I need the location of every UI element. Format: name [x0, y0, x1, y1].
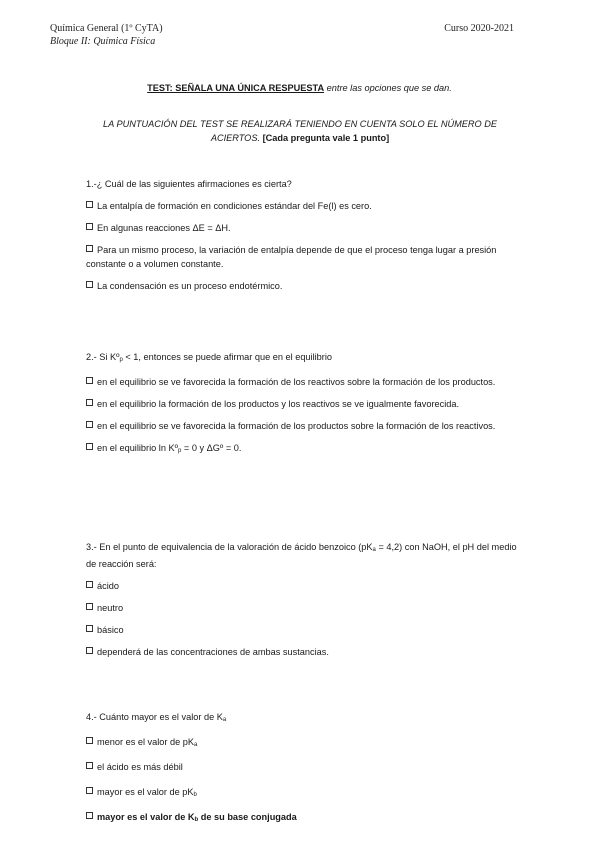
question-3-option-1[interactable]: [86, 579, 526, 593]
question-4-option-2[interactable]: [86, 760, 526, 777]
option-post: de su base conjugada: [198, 812, 297, 822]
checkbox-icon[interactable]: [86, 245, 93, 252]
question-3-text: [86, 540, 526, 571]
question-2-text: [86, 350, 526, 367]
checkbox-icon[interactable]: [86, 443, 93, 450]
question-3-option-2[interactable]: [86, 601, 526, 615]
checkbox-icon[interactable]: [86, 603, 93, 610]
option-label: dependerá de las concentraciones de ambas sustancias.: [97, 647, 329, 657]
checkbox-icon[interactable]: [86, 581, 93, 588]
question-2-option-4[interactable]: [86, 441, 526, 458]
question-2-text-post: < 1, entonces se puede afirmar que en el equilibrio: [122, 352, 332, 362]
question-3-option-3[interactable]: [86, 623, 526, 637]
academic-year: Curso 2020-2021: [444, 23, 514, 34]
course-name: Química General (1º CyTA): [50, 23, 163, 34]
checkbox-icon[interactable]: [86, 281, 93, 288]
question-2-text-pre: 2.- Si Kº: [86, 352, 120, 362]
checkbox-icon[interactable]: [86, 223, 93, 230]
option-label: básico: [97, 625, 124, 635]
checkbox-icon[interactable]: [86, 399, 93, 406]
question-2-option-2[interactable]: [86, 397, 526, 411]
question-3-text-pre: 3.- En el punto de equivalencia de la valoración de ácido benzoico (pK: [86, 542, 373, 552]
option-label: La condensación es un proceso endotérmico.: [97, 281, 283, 291]
checkbox-icon[interactable]: [86, 762, 93, 769]
question-2-option-3[interactable]: [86, 419, 526, 433]
checkbox-icon[interactable]: [86, 647, 93, 654]
option-sub: b: [193, 792, 197, 798]
option-label: mayor es el valor de K: [97, 812, 195, 822]
test-title-strong: TEST: SEÑALA UNA ÚNICA RESPUESTA: [147, 83, 325, 93]
option-label: menor es el valor de pK: [97, 737, 195, 747]
checkbox-icon[interactable]: [86, 737, 93, 744]
question-1-text: 1.-¿ Cuál de las siguientes afirmaciones es cierta?: [86, 179, 292, 189]
header-left: [50, 22, 163, 48]
option-label: en el equilibrio ln Kº: [97, 443, 178, 453]
question-2-option-1[interactable]: [86, 375, 526, 389]
question-4-text-sub: a: [222, 717, 227, 723]
question-2: [86, 350, 526, 466]
checkbox-icon[interactable]: [86, 625, 93, 632]
option-sub: a: [194, 742, 198, 748]
checkbox-icon[interactable]: [86, 421, 93, 428]
option-label: mayor es el valor de pK: [97, 787, 194, 797]
scoring-note: [95, 117, 505, 145]
question-3: [86, 540, 526, 667]
option-sub: p: [178, 448, 182, 454]
question-4: [86, 710, 526, 835]
checkbox-icon[interactable]: [86, 201, 93, 208]
test-title-rest: entre las opciones que se dan.: [324, 83, 452, 93]
question-3-option-4[interactable]: [86, 645, 526, 659]
question-4-option-1[interactable]: [86, 735, 526, 752]
question-1-option-2[interactable]: [86, 221, 526, 235]
option-label: en el equilibrio la formación de los productos y los reactivos se ve igualmente favorecida.: [97, 399, 460, 409]
block-name: Bloque II: Química Física: [50, 36, 156, 47]
option-post: = 0 y ΔGº = 0.: [181, 443, 242, 453]
scoring-note-points: [Cada pregunta vale 1 punto]: [262, 133, 390, 143]
question-1: [86, 177, 526, 301]
test-title: [0, 82, 599, 94]
scoring-note-text: LA PUNTUACIÓN DEL TEST SE REALIZARÁ TENIENDO EN CUENTA SOLO EL NÚMERO DE ACIERTOS.: [103, 119, 497, 143]
checkbox-icon[interactable]: [86, 377, 93, 384]
question-4-option-3[interactable]: [86, 785, 526, 802]
option-label: En algunas reacciones ΔE = ΔH.: [97, 223, 231, 233]
option-label: el ácido es más débil: [97, 762, 183, 772]
option-label: en el equilibrio se ve favorecida la formación de los productos sobre la formación de los reactivos.: [97, 421, 496, 431]
question-2-text-sub: p: [119, 357, 123, 363]
question-1-option-1[interactable]: [86, 199, 526, 213]
question-1-option-4[interactable]: [86, 279, 526, 293]
question-4-text-pre: 4.- Cuánto mayor es el valor de K: [86, 712, 223, 722]
option-label: neutro: [97, 603, 124, 613]
question-3-text-post: = 4,2) con NaOH, el pH del medio de reacción será:: [86, 542, 517, 569]
option-sub: b: [194, 817, 199, 823]
checkbox-icon[interactable]: [86, 812, 93, 819]
option-label: La entalpía de formación en condiciones estándar del Fe(l) es cero.: [97, 201, 372, 211]
option-label: en el equilibrio se ve favorecida la formación de los reactivos sobre la formación de los productos.: [97, 377, 496, 387]
option-label: Para un mismo proceso, la variación de entalpía depende de que el proceso tenga lugar a presión constante o a volumen constante.: [86, 245, 497, 269]
question-4-text: [86, 710, 526, 727]
question-1-option-3[interactable]: [86, 243, 526, 271]
question-4-option-4[interactable]: [86, 810, 526, 827]
question-3-text-sub: a: [372, 547, 376, 553]
checkbox-icon[interactable]: [86, 787, 93, 794]
option-label: ácido: [97, 581, 119, 591]
